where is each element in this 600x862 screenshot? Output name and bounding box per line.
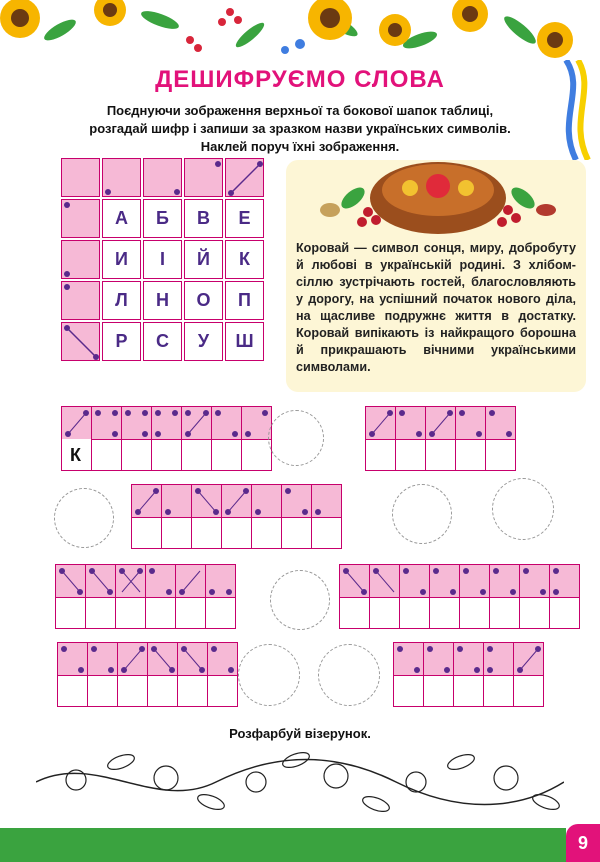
answer-cell[interactable]: [162, 484, 192, 549]
cipher-letter: Ш: [235, 331, 254, 351]
cipher-letter: П: [238, 290, 251, 310]
page-number: 9: [566, 824, 600, 862]
sticker-circle[interactable]: [392, 484, 452, 544]
coloring-label: Розфарбуй візерунок.: [229, 726, 371, 741]
answer-word: [62, 406, 272, 471]
cipher-letter: Й: [197, 249, 210, 269]
answer-word: [132, 484, 342, 549]
column-header: [225, 158, 264, 197]
cipher-letter: І: [159, 249, 165, 269]
row-header: [61, 240, 100, 279]
cipher-letter: И: [115, 249, 128, 269]
answer-cell[interactable]: [424, 642, 454, 707]
answer-word: [56, 564, 236, 629]
korovai-description: Коровай — символ сонця, миру, добробуту й любові в українській родині. З хлібом-сіллю зустрічають гостей, благословляють у дорогу, на успішний початок нового діла, на щасливе подружнє життя в достатку. Коровай випікають із найкращого борошна й прикрашають вічними українськими символами.: [296, 241, 576, 374]
row-header: [61, 322, 100, 361]
answer-cell[interactable]: [486, 406, 516, 471]
column-header: [102, 158, 141, 197]
instruction-line: Наклей поруч їхні зображення.: [200, 139, 400, 154]
sticker-circle[interactable]: [238, 644, 300, 706]
answer-cell[interactable]: [340, 564, 370, 629]
answer-cell[interactable]: [132, 484, 162, 549]
instruction-line: розгадай шифр і запиши за зразком назви українських символів.: [89, 121, 511, 136]
answer-cell[interactable]: [92, 406, 122, 471]
answer-cell[interactable]: [146, 564, 176, 629]
row-header: [61, 281, 100, 320]
answer-cell[interactable]: [514, 642, 544, 707]
cipher-letter: С: [156, 331, 169, 351]
instruction-line: Поєднуючи зображення верхньої та бокової шапок таблиці,: [106, 103, 494, 118]
cipher-letter: О: [196, 290, 211, 310]
answer-word: [58, 642, 238, 707]
answer-cell[interactable]: [394, 642, 424, 707]
answer-cell[interactable]: [484, 642, 514, 707]
answer-cell[interactable]: [520, 564, 550, 629]
cipher-letter: К: [239, 249, 250, 269]
answer-cell[interactable]: [118, 642, 148, 707]
sticker-circle[interactable]: [492, 478, 554, 540]
answer-cell[interactable]: [88, 642, 118, 707]
answer-cell[interactable]: [366, 406, 396, 471]
answer-cell[interactable]: [282, 484, 312, 549]
answer-cell[interactable]: [490, 564, 520, 629]
answer-cell[interactable]: [212, 406, 242, 471]
answer-cell[interactable]: [430, 564, 460, 629]
sticker-circle[interactable]: [318, 644, 380, 706]
answer-cell[interactable]: [312, 484, 342, 549]
column-header: [143, 158, 182, 197]
answer-cell[interactable]: [192, 484, 222, 549]
answer-cell[interactable]: [62, 406, 92, 471]
sticker-circle[interactable]: [54, 488, 114, 548]
answer-cell[interactable]: [152, 406, 182, 471]
example-letter: К: [70, 445, 81, 465]
page-title: ДЕШИФРУЄМО СЛОВА: [155, 66, 445, 93]
cipher-letter: А: [115, 208, 128, 228]
sticker-circle[interactable]: [270, 570, 330, 630]
answer-cell[interactable]: [122, 406, 152, 471]
answer-cell[interactable]: [252, 484, 282, 549]
answer-cell[interactable]: [456, 406, 486, 471]
coloring-pattern[interactable]: [36, 742, 564, 818]
answer-cell[interactable]: [426, 406, 456, 471]
row-header: [61, 199, 100, 238]
cipher-letter: Б: [156, 208, 169, 228]
answer-cell[interactable]: [460, 564, 490, 629]
answer-cell[interactable]: [58, 642, 88, 707]
answer-cell[interactable]: [370, 564, 400, 629]
answer-cell[interactable]: [222, 484, 252, 549]
sunflower-border-top: [0, 0, 600, 60]
answer-cell[interactable]: [396, 406, 426, 471]
answer-cell[interactable]: [86, 564, 116, 629]
answer-cell[interactable]: [206, 564, 236, 629]
answer-word: [394, 642, 544, 707]
sticker-circle[interactable]: [268, 410, 324, 466]
answer-word: [340, 564, 580, 629]
answer-cell[interactable]: [208, 642, 238, 707]
answer-cell[interactable]: [56, 564, 86, 629]
answer-word: [366, 406, 516, 471]
answer-cell[interactable]: [178, 642, 208, 707]
column-header: [184, 158, 223, 197]
cipher-letter: У: [197, 331, 210, 351]
answer-cell[interactable]: [550, 564, 580, 629]
grid-corner: [61, 158, 100, 197]
cipher-letter: Е: [238, 208, 251, 228]
answer-cell[interactable]: [116, 564, 146, 629]
cipher-grid: [61, 158, 266, 363]
answer-cell[interactable]: [148, 642, 178, 707]
cipher-letter: Р: [115, 331, 128, 351]
cipher-letter: В: [197, 208, 210, 228]
korovai-illustration: [318, 148, 558, 238]
answer-cell[interactable]: [454, 642, 484, 707]
green-border-bottom: [0, 818, 566, 862]
answer-cell[interactable]: [182, 406, 212, 471]
cipher-letter: Л: [115, 290, 128, 310]
answer-cell[interactable]: [176, 564, 206, 629]
cipher-letter: Н: [156, 290, 169, 310]
answer-cell[interactable]: [400, 564, 430, 629]
